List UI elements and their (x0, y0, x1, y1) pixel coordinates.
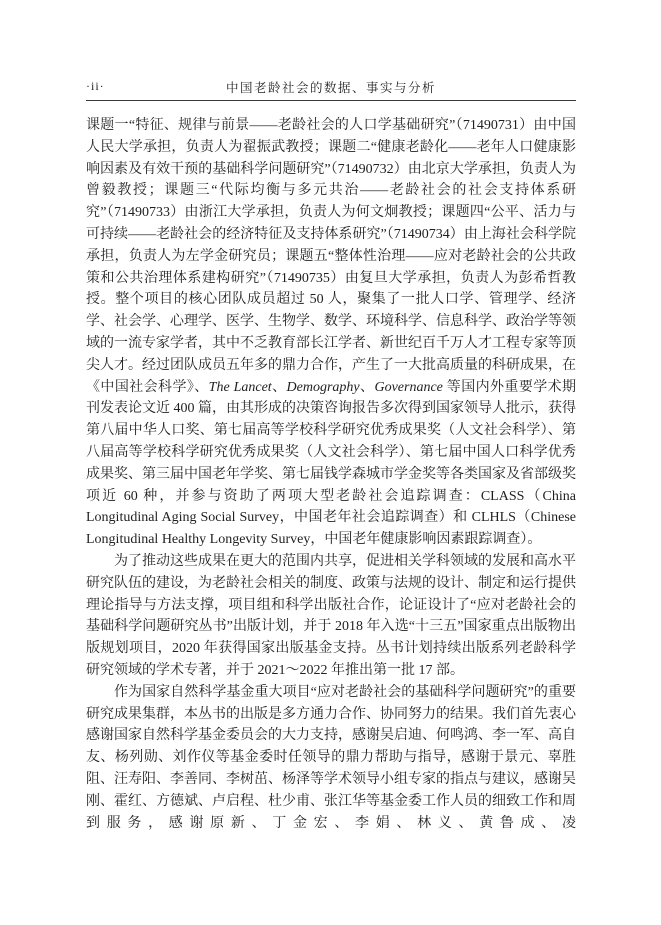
italic-text-run: The Lancet (208, 379, 272, 395)
italic-text-run: Demography (286, 379, 360, 395)
paragraph (86, 115, 576, 551)
text-run: 等国内外重要学术期刊发表论文近 400 篇，由其形成的决策咨询报告多次得到国家领导人批示，获得第八届中华人口奖、第七届高等学校科学研究优秀成果奖（人文社会科学）、第八届高等学校科学研究优秀成果奖（人文社会科学）、第七届中国人口科学优秀成果奖、第三届中国老年学奖、第七届钱学森城市学金奖等各类国家及省部级奖项近 60 种，并参与资助了两项大型老龄社会追踪调查：CLASS（China Longitudinal Aging Social Survey，中国老年社会追踪调查）和 CLHLS（Chinese Longitudinal Healthy Longevity Survey，中国老年健康影响因素跟踪调查）。 (86, 379, 577, 548)
text-run: 、 (359, 379, 375, 395)
paragraph (86, 551, 576, 682)
text-run: 课题一“特征、规律与前景——老龄社会的人口学基础研究”（71490731）由中国人民大学承担，负责人为翟振武教授；课题二“健康老龄化——老年人口健康影响因素及有效干预的基础科学问题研究”（71490732）由北京大学承担，负责人为曾毅教授；课题三“代际均衡与多元共治——老龄社会的社会支持体系研究”（71490733）由浙江大学承担，负责人为何文炯教授；课题四“公平、活力与可持续——老龄社会的经济特征及支持体系研究”（71490734）由上海社会科学院承担，负责人为左学金研究员；课题五“整体性治理——应对老龄社会的公共政策和公共治理体系建构研究”（71490735）由复旦大学承担，负责人为彭希哲教授。整个项目的核心团队成员超过 50 人，聚集了一批人口学、管理学、经济学、社会学、心理学、医学、生物学、数学、环境科学、信息科学、政治学等领域的一流专家学者，其中不乏教育部长江学者、新世纪百千万人才工程专家等顶尖人才。经过团队成员五年多的鼎力合作，产生了一大批高质量的科研成果，在《中国社会科学》、 (86, 118, 576, 395)
page-number: ·ii· (86, 79, 105, 93)
header-rule (86, 100, 576, 101)
text-run: 、 (271, 379, 287, 395)
page-body (86, 115, 576, 834)
running-title: 中国老龄社会的数据、事实与分析 (225, 81, 436, 95)
text-run: 作为国家自然科学基金重大项目“应对老龄社会的基础科学问题研究”的重要研究成果集群，本丛书的出版是多方通力合作、协同努力的结果。我们首先衷心感谢国家自然科学基金委员会的大力支持，感谢吴启迪、何鸣鸿、李一军、高自友、杨列勋、刘作仪等基金委时任领导的鼎力帮助与指导，感谢于景元、辜胜阻、汪寿阳、李善同、李树茁、杨泽等学术领导小组专家的指点与建议，感谢吴刚、霍红、方德斌、卢启程、杜少甫、张江华等基金委工作人员的细致工作和周到服务，感谢原新、丁金宏、李娟、林义、黄鲁成、凌 (86, 684, 576, 831)
text-run: 为了推动这些成果在更大的范围内共享，促进相关学科领域的发展和高水平研究队伍的建设，为老龄社会相关的制度、政策与法规的设计、制定和运行提供理论指导与方法支撑，项目组和科学出版社合作，论证设计了“应对老龄社会的基础科学问题研究丛书”出版计划，并于 2018 年入选“十三五”国家重点出版物出版规划项目，2020 年获得国家出版基金支持。丛书计划持续出版系列老龄科学研究领域的学术专著，并于 2021～2022 年推出第一批 17 部。 (86, 553, 576, 678)
paragraph (86, 682, 576, 835)
italic-text-run: Governance (374, 379, 443, 395)
